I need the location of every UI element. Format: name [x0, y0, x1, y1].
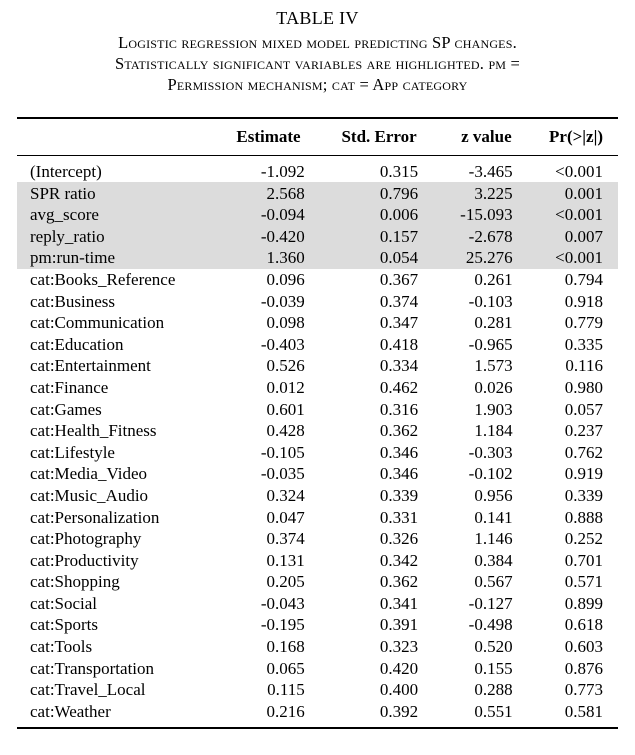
std-error-cell: 0.334	[379, 356, 419, 376]
table-row	[17, 247, 618, 269]
z-value-cell: 0.155	[474, 658, 513, 678]
header-rule	[17, 155, 618, 156]
std-error-cell: 0.346	[379, 464, 419, 484]
z-value-cell: -0.127	[468, 593, 513, 613]
table-row	[17, 312, 618, 334]
estimate-cell: 0.047	[266, 507, 305, 527]
variable-cell: cat:Social	[30, 593, 98, 613]
z-value-cell: 0.026	[474, 377, 513, 397]
table-row	[17, 463, 618, 485]
header-variable	[17, 123, 202, 151]
z-value-cell: -0.303	[468, 442, 513, 462]
variable-cell: cat:Health_Fitness	[30, 421, 157, 441]
table-row	[17, 593, 618, 615]
p-value-cell: 0.603	[564, 637, 603, 657]
estimate-cell: 0.131	[266, 550, 305, 570]
std-error-cell: 0.323	[379, 637, 419, 657]
table-row	[17, 550, 618, 572]
p-value-cell: 0.252	[564, 529, 603, 549]
p-value-cell: 0.918	[564, 291, 603, 311]
p-value-cell: 0.571	[564, 572, 603, 592]
header-estimate: Estimate	[236, 127, 301, 146]
estimate-cell: 0.205	[266, 572, 305, 592]
estimate-cell: -0.105	[260, 442, 305, 462]
z-value-cell: 1.903	[474, 399, 513, 419]
p-value-cell: 0.919	[564, 464, 603, 484]
table-row	[17, 636, 618, 658]
z-value-cell: 0.141	[474, 507, 513, 527]
std-error-cell: 0.362	[379, 572, 419, 592]
estimate-cell: 0.601	[266, 399, 305, 419]
std-error-cell: 0.006	[379, 205, 419, 225]
z-value-cell: -15.093	[460, 205, 513, 225]
z-value-cell: 1.184	[474, 421, 513, 441]
p-value-cell: 0.007	[564, 226, 603, 246]
variable-cell: cat:Finance	[30, 377, 109, 397]
variable-cell: cat:Productivity	[30, 550, 139, 570]
estimate-cell: 0.096	[266, 269, 305, 289]
variable-cell: SPR ratio	[30, 183, 96, 203]
p-value-cell: 0.001	[564, 183, 603, 203]
table-body	[17, 161, 618, 722]
variable-cell: cat:Books_Reference	[30, 269, 176, 289]
std-error-cell: 0.341	[379, 593, 419, 613]
table-caption	[20, 32, 615, 95]
std-error-cell: 0.316	[379, 399, 419, 419]
p-value-cell: 0.116	[565, 356, 603, 376]
variable-cell: cat:Communication	[30, 313, 165, 333]
estimate-cell: 0.428	[266, 421, 305, 441]
variable-cell: cat:Entertainment	[30, 356, 151, 376]
estimate-cell: 0.324	[266, 485, 305, 505]
z-value-cell: -0.102	[468, 464, 513, 484]
std-error-cell: 0.400	[379, 680, 419, 700]
variable-cell: cat:Sports	[30, 615, 98, 635]
variable-cell: cat:Shopping	[30, 572, 120, 592]
z-value-cell: 25.276	[465, 248, 513, 268]
table-row	[17, 614, 618, 636]
p-value-cell: 0.888	[564, 507, 603, 527]
variable-cell: cat:Lifestyle	[30, 442, 115, 462]
variable-cell: cat:Personalization	[30, 507, 160, 527]
estimate-cell: -0.195	[260, 615, 305, 635]
p-value-cell: 0.339	[564, 485, 603, 505]
estimate-cell: -1.092	[260, 162, 305, 181]
z-value-cell: 0.288	[474, 680, 513, 700]
z-value-cell: 3.225	[474, 183, 513, 203]
std-error-cell: 0.347	[379, 313, 419, 333]
std-error-cell: 0.420	[379, 658, 419, 678]
p-value-cell: <0.001	[555, 205, 603, 225]
z-value-cell: 0.956	[474, 485, 513, 505]
variable-cell: cat:Education	[30, 334, 124, 354]
estimate-cell: -0.043	[260, 593, 305, 613]
caption-line-2: Statistically significant variables are highlighted. pm =	[114, 54, 521, 73]
p-value-cell: <0.001	[555, 162, 603, 181]
header-std-error: Std. Error	[341, 127, 417, 146]
estimate-cell: -0.035	[260, 464, 305, 484]
table-row	[17, 658, 618, 680]
z-value-cell: 0.520	[474, 637, 513, 657]
estimate-cell: 1.360	[266, 248, 305, 268]
estimate-cell: 0.115	[267, 680, 305, 700]
z-value-cell: -0.965	[468, 334, 513, 354]
estimate-cell: 0.216	[266, 701, 305, 721]
table-row	[17, 679, 618, 701]
table-number: TABLE IV	[276, 8, 359, 28]
header-row	[17, 123, 618, 151]
z-value-cell: 1.573	[474, 356, 513, 376]
p-value-cell: 0.779	[564, 313, 603, 333]
std-error-cell: 0.157	[379, 226, 419, 246]
table-row	[17, 507, 618, 529]
variable-cell: cat:Weather	[30, 701, 111, 721]
std-error-cell: 0.462	[379, 377, 419, 397]
variable-cell: cat:Business	[30, 291, 115, 311]
std-error-cell: 0.326	[379, 529, 419, 549]
variable-cell: cat:Tools	[30, 637, 93, 657]
variable-cell: cat:Travel_Local	[30, 680, 146, 700]
table-row	[17, 399, 618, 421]
std-error-cell: 0.418	[379, 334, 419, 354]
estimate-cell: 0.168	[266, 637, 305, 657]
std-error-cell: 0.339	[379, 485, 419, 505]
table-row	[17, 701, 618, 723]
estimate-cell: 0.065	[266, 658, 305, 678]
estimate-cell: -0.094	[260, 205, 305, 225]
z-value-cell: -0.498	[468, 615, 513, 635]
std-error-cell: 0.315	[379, 162, 419, 181]
p-value-cell: 0.701	[564, 550, 603, 570]
variable-cell: cat:Music_Audio	[30, 485, 149, 505]
estimate-cell: -0.420	[260, 226, 305, 246]
table-row	[17, 377, 618, 399]
z-value-cell: 1.146	[474, 529, 513, 549]
table-row	[17, 291, 618, 313]
variable-cell: cat:Transportation	[30, 658, 155, 678]
table-row	[17, 485, 618, 507]
p-value-cell: <0.001	[555, 248, 603, 268]
table-row	[17, 161, 618, 183]
table-row	[17, 528, 618, 550]
std-error-cell: 0.374	[379, 291, 419, 311]
z-value-cell: -3.465	[468, 162, 513, 181]
z-value-cell: 0.281	[474, 313, 513, 333]
std-error-cell: 0.331	[379, 507, 419, 527]
std-error-cell: 0.796	[379, 183, 419, 203]
std-error-cell: 0.367	[379, 269, 419, 289]
header-z-value: z value	[461, 127, 512, 146]
variable-cell: cat:Games	[30, 399, 102, 419]
p-value-cell: 0.237	[564, 421, 603, 441]
estimate-cell: -0.039	[260, 291, 305, 311]
table-row	[17, 204, 618, 226]
table-row	[17, 571, 618, 593]
variable-cell: cat:Photography	[30, 529, 142, 549]
std-error-cell: 0.342	[379, 550, 419, 570]
table-header	[17, 123, 618, 151]
p-value-cell: 0.618	[564, 615, 603, 635]
table-row	[17, 355, 618, 377]
table-row	[17, 420, 618, 442]
std-error-cell: 0.362	[379, 421, 419, 441]
z-value-cell: 0.384	[474, 550, 513, 570]
p-value-cell: 0.335	[564, 334, 603, 354]
table-row	[17, 183, 618, 205]
caption-line-1: Logistic regression mixed model predicting SP changes.	[118, 33, 517, 52]
p-value-cell: 0.773	[564, 680, 603, 700]
table-row	[17, 442, 618, 464]
variable-cell: avg_score	[30, 205, 99, 225]
variable-cell: cat:Media_Video	[30, 464, 147, 484]
p-value-cell: 0.899	[564, 593, 603, 613]
variable-cell: (Intercept)	[30, 162, 102, 181]
table-row	[17, 269, 618, 291]
estimate-cell: 0.012	[266, 377, 305, 397]
bottom-rule	[17, 727, 618, 729]
header-p-value: Pr(>|z|)	[549, 127, 603, 146]
p-value-cell: 0.057	[564, 399, 603, 419]
std-error-cell: 0.392	[379, 701, 419, 721]
estimate-cell: 2.568	[266, 183, 305, 203]
top-rule	[17, 117, 618, 119]
p-value-cell: 0.980	[564, 377, 603, 397]
z-value-cell: 0.567	[474, 572, 513, 592]
std-error-cell: 0.391	[379, 615, 419, 635]
z-value-cell: 0.551	[474, 701, 513, 721]
caption-line-3: Permission mechanism; cat = App category	[167, 75, 468, 94]
estimate-cell: -0.403	[260, 334, 305, 354]
estimate-cell: 0.098	[266, 313, 305, 333]
z-value-cell: -0.103	[468, 291, 513, 311]
variable-cell: reply_ratio	[30, 226, 105, 246]
z-value-cell: 0.261	[474, 269, 513, 289]
variable-cell: pm:run-time	[30, 248, 115, 268]
table-row	[17, 226, 618, 248]
z-value-cell: -2.678	[468, 226, 513, 246]
p-value-cell: 0.762	[564, 442, 603, 462]
estimate-cell: 0.374	[266, 529, 305, 549]
estimate-cell: 0.526	[266, 356, 305, 376]
p-value-cell: 0.876	[564, 658, 603, 678]
table-row	[17, 334, 618, 356]
std-error-cell: 0.346	[379, 442, 419, 462]
std-error-cell: 0.054	[379, 248, 419, 268]
p-value-cell: 0.581	[564, 701, 603, 721]
p-value-cell: 0.794	[564, 269, 603, 289]
